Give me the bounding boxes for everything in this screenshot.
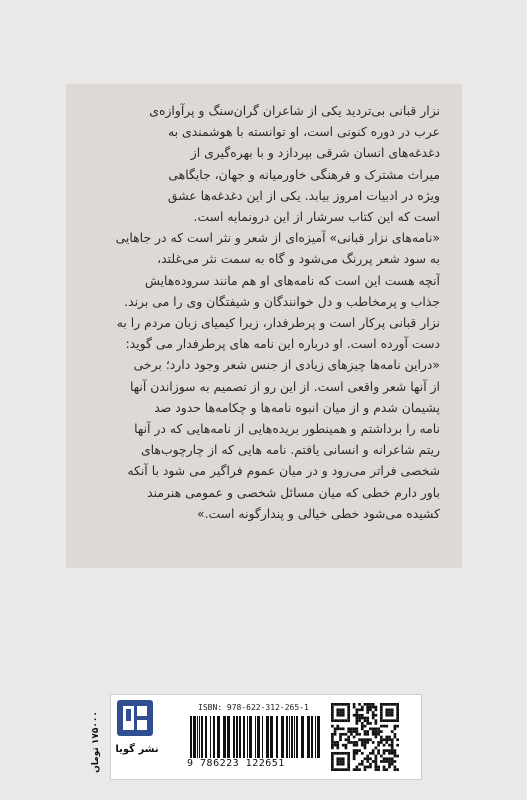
blurb-line: شخصی فراتر می‌رود و در میان عموم فراگیر می شود با آنکه	[127, 463, 440, 479]
blurb-paragraph	[88, 100, 440, 524]
blurb-line: نزار قبانی بی‌تردید یکی از شاعران گران‌سنگ و پرآوازه‌ی	[149, 103, 440, 118]
qr-code-icon	[331, 703, 399, 771]
blurb-line: است که این کتاب سرشار از این درونمایه است.	[193, 209, 440, 225]
blurb-line: عرب در دوره کنونی است، او توانسته با هوشمندی به	[168, 124, 440, 140]
blurb-line: آنچه هست این است که نامه‌های او هم مانند سروده‌هایش	[144, 272, 440, 288]
blurb-line: «نامه‌های نزار قبانی» آمیزه‌ای از شعر و نثر است که در جاهایی	[115, 230, 440, 246]
isbn-digits: 9 786223 122651	[187, 758, 285, 769]
blurb-line: ویژه در ادبیات امروز بیابد. یکی از این دغدغه‌ها عشق	[167, 187, 440, 203]
blurb-line: دست آورده است. او درباره این نامه های پرطرفدار می گوید:	[125, 336, 440, 352]
blurb-line: نزار قبانی پرکار است و پرطرفدار، زیرا کیمیای زبان مردم را به	[116, 315, 440, 331]
blurb-line: دغدغه‌های انسان شرقی بپردازد و با بهره‌گیری از	[190, 145, 440, 161]
barcode-icon	[188, 716, 322, 758]
blurb-line: به سود شعر پررنگ می‌شود و گاه به سمت نثر می‌غلتد،	[157, 251, 440, 267]
blurb-line: ریتم شاعرانه و انسانی یافتم. نامه هایی که از چارچوب‌های	[140, 442, 440, 458]
blurb-line: نامه را برداشتم و همینطور بریده‌هایی از نامه‌هایی که در آنها	[134, 421, 440, 437]
blurb-line: پشیمان شدم و از میان انبوه نامه‌ها و چکامه‌ها حدود صد	[154, 399, 440, 415]
isbn-label: ISBN: 978-622-312-265-1	[198, 703, 309, 712]
publisher-name: نشر گویا	[115, 744, 159, 755]
price-label	[88, 712, 104, 772]
blurb-line: میراث مشترک و فرهنگی خاورمیانه و جهان، جایگاهی	[168, 166, 440, 182]
price-text: ۱۷۵۰۰۰ تومان	[91, 711, 101, 773]
blurb-line: باور دارم خطی که میان مسائل شخصی و عمومی هنرمند	[147, 484, 440, 500]
blurb-line: جذاب و پرمخاطب و دل خوانندگان و شیفتگان وی را می برند.	[124, 293, 440, 309]
blurb-line: کشیده می‌شود خطی خیالی و پندارگونه است.»	[196, 505, 440, 521]
publisher-logo-icon	[117, 700, 153, 736]
blurb-line: از آنها شعر واقعی است. از این رو از تصمیم به سوزاندن آنها	[129, 378, 440, 394]
blurb-line: «دراین نامه‌ها چیزهای زیادی از جنس شعر وجود دارد؛ برخی	[133, 357, 440, 373]
